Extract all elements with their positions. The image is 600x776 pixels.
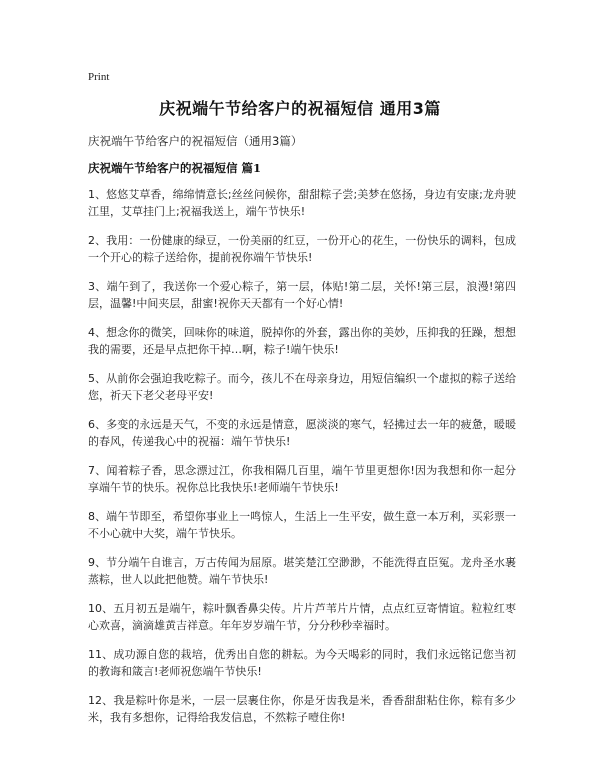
message-item-11: 11、成功源自您的栽培，优秀出自您的耕耘。为今天喝彩的同时，我们永远铭记您当初的教诲和箴言!老师祝您端午节快乐! [88, 648, 516, 678]
message-list [88, 186, 516, 738]
message-item-5: 5、从前你会强迫我吃粽子。而今，孩儿不在母亲身边，用短信编织一个虚拟的粽子送给您，祈天下老父老母平安! [88, 372, 516, 402]
message-item-10: 10、五月初五是端午，粽叶飘香鼻尖传。片片芦苇片片情，点点红豆寄情谊。粒粒红枣心欢喜，滴滴雄黄吉祥意。年年岁岁端午节，分分秒秒幸福时。 [88, 602, 516, 632]
page-subtitle: 庆祝端午节给客户的祝福短信（通用3篇） [88, 134, 303, 148]
print-label: Print [88, 71, 110, 83]
message-item-4: 4、想念你的微笑，回味你的味道，脱掉你的外套，露出你的美妙，压抑我的狂躁，想想我的需要，还是早点把你干掉…啊，粽子!端午快乐! [88, 326, 516, 356]
message-item-6: 6、多变的永远是天气，不变的永远是情意，愿淡淡的寒气，轻拂过去一年的疲惫，暖暖的春风，传递我心中的祝福：端午节快乐! [88, 418, 516, 448]
message-item-1: 1、悠悠艾草香，绵绵情意长;丝丝问候你，甜甜粽子尝;美梦在悠扬，身边有安康;龙舟驶江里，艾草挂门上;祝福我送上，端午节快乐! [88, 188, 516, 218]
section-heading: 庆祝端午节给客户的祝福短信 篇1 [88, 161, 262, 175]
page-title: 庆祝端午节给客户的祝福短信 通用3篇 [159, 99, 441, 118]
message-item-2: 2、我用：一份健康的绿豆，一份美丽的红豆，一份开心的花生，一份快乐的调料，包成一个开心的粽子送给你，提前祝你端午节快乐! [88, 234, 516, 264]
message-item-9: 9、节分端午自谁言，万古传闻为屈原。堪笑楚江空渺渺，不能洗得直臣冤。龙舟圣水裹蒸粽，世人以此把他赞。端午节快乐! [88, 556, 516, 586]
message-item-7: 7、闻着粽子香，思念漂过江，你我相隔几百里，端午节里更想你!因为我想和你一起分享端午节的快乐。祝你总比我快乐!老师端午节快乐! [88, 464, 516, 494]
message-item-3: 3、端午到了，我送你一个爱心粽子，第一层，体贴!第二层，关怀!第三层，浪漫!第四层，温馨!中间夹层，甜蜜!祝你天天都有一个好心情! [88, 280, 516, 310]
message-item-8: 8、端午节即至，希望你事业上一鸣惊人，生活上一生平安，做生意一本万利，买彩票一不小心就中大奖，端午节快乐。 [88, 510, 516, 540]
message-item-12: 12、我是粽叶你是米，一层一层裹住你，你是牙齿我是米，香香甜甜粘住你，粽有多少米，我有多想你，记得给我发信息，不然粽子噎住你! [88, 694, 516, 724]
